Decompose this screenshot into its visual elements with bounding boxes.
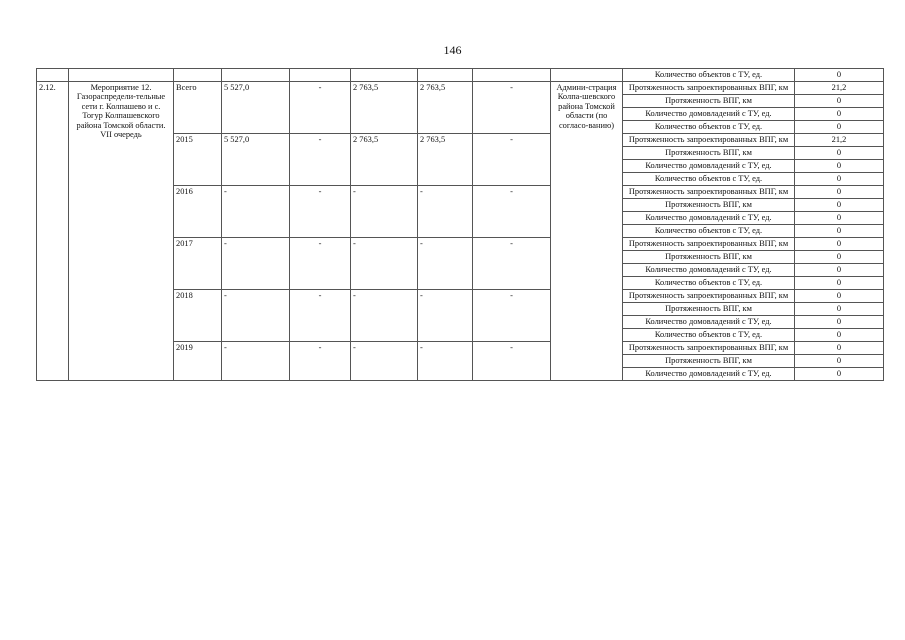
other-amount: - [473, 134, 551, 186]
regional-amount: - [351, 186, 418, 238]
indicator-value: 0 [795, 108, 884, 121]
indicator-name: Количество домовладений с ТУ, ед. [623, 368, 795, 381]
municipal-amount: - [418, 342, 473, 381]
total-amount: - [222, 186, 290, 238]
regional-amount: - [351, 238, 418, 290]
measure-name: Мероприятие 12. Газораспредели-тельные сети г. Колпашево и с. Тогур Колпашевского района Томской области. VII очередь [69, 82, 174, 381]
regional-amount: - [351, 342, 418, 381]
federal-amount: - [290, 238, 351, 290]
indicator-value: 0 [795, 251, 884, 264]
indicator-name: Количество домовладений с ТУ, ед. [623, 160, 795, 173]
regional-amount: 2 763,5 [351, 134, 418, 186]
indicator-value: 0 [795, 355, 884, 368]
indicator-value: 0 [795, 290, 884, 303]
federal-amount: - [290, 186, 351, 238]
indicator-value: 0 [795, 264, 884, 277]
indicator-name: Протяженность ВПГ, км [623, 303, 795, 316]
indicator-value: 0 [795, 95, 884, 108]
year-label: 2019 [174, 342, 222, 381]
cell-empty [351, 69, 418, 82]
federal-amount: - [290, 134, 351, 186]
indicator-value: 0 [795, 238, 884, 251]
cell-empty [551, 69, 623, 82]
cell-empty [174, 69, 222, 82]
cell-empty [222, 69, 290, 82]
indicator-name: Количество объектов с ТУ, ед. [623, 329, 795, 342]
indicator-name: Количество объектов с ТУ, ед. [623, 277, 795, 290]
cell-empty [290, 69, 351, 82]
indicator-name: Количество домовладений с ТУ, ед. [623, 108, 795, 121]
cell-empty [69, 69, 174, 82]
other-amount: - [473, 82, 551, 134]
indicator-name: Протяженность ВПГ, км [623, 199, 795, 212]
table-row-continuation [37, 69, 884, 82]
cell-empty [418, 69, 473, 82]
indicator-value: 0 [795, 160, 884, 173]
indicator-value: 0 [795, 212, 884, 225]
indicator-name: Количество домовладений с ТУ, ед. [623, 264, 795, 277]
indicator-name: Количество объектов с ТУ, ед. [623, 69, 795, 82]
indicator-value: 0 [795, 368, 884, 381]
indicator-value: 0 [795, 186, 884, 199]
indicator-value: 0 [795, 69, 884, 82]
indicator-value: 0 [795, 147, 884, 160]
indicator-name: Протяженность запроектированных ВПГ, км [623, 82, 795, 95]
cell-empty [37, 69, 69, 82]
municipal-amount: 2 763,5 [418, 134, 473, 186]
indicator-name: Количество объектов с ТУ, ед. [623, 173, 795, 186]
indicator-name: Протяженность ВПГ, км [623, 251, 795, 264]
program-table [36, 68, 884, 381]
indicator-name: Протяженность ВПГ, км [623, 355, 795, 368]
indicator-name: Протяженность запроектированных ВПГ, км [623, 342, 795, 355]
indicator-value: 0 [795, 342, 884, 355]
other-amount: - [473, 238, 551, 290]
indicator-name: Протяженность запроектированных ВПГ, км [623, 290, 795, 303]
municipal-amount: - [418, 186, 473, 238]
regional-amount: - [351, 290, 418, 342]
indicator-name: Количество домовладений с ТУ, ед. [623, 316, 795, 329]
indicator-name: Протяженность ВПГ, км [623, 95, 795, 108]
municipal-amount: 2 763,5 [418, 82, 473, 134]
indicator-value: 0 [795, 277, 884, 290]
indicator-name: Количество домовладений с ТУ, ед. [623, 212, 795, 225]
total-amount: 5 527,0 [222, 82, 290, 134]
federal-amount: - [290, 342, 351, 381]
indicator-name: Протяженность запроектированных ВПГ, км [623, 134, 795, 147]
measure-number: 2.12. [37, 82, 69, 381]
year-label: 2018 [174, 290, 222, 342]
federal-amount: - [290, 290, 351, 342]
indicator-value: 0 [795, 316, 884, 329]
indicator-value: 0 [795, 225, 884, 238]
table-body [37, 69, 884, 381]
year-label: Всего [174, 82, 222, 134]
municipal-amount: - [418, 290, 473, 342]
regional-amount: 2 763,5 [351, 82, 418, 134]
indicator-value: 0 [795, 173, 884, 186]
indicator-value: 0 [795, 199, 884, 212]
other-amount: - [473, 290, 551, 342]
indicator-name: Протяженность ВПГ, км [623, 147, 795, 160]
indicator-value: 21,2 [795, 82, 884, 95]
year-label: 2017 [174, 238, 222, 290]
indicator-value: 0 [795, 329, 884, 342]
year-label: 2015 [174, 134, 222, 186]
year-label: 2016 [174, 186, 222, 238]
federal-amount: - [290, 82, 351, 134]
total-amount: 5 527,0 [222, 134, 290, 186]
total-amount: - [222, 238, 290, 290]
other-amount: - [473, 342, 551, 381]
indicator-name: Количество объектов с ТУ, ед. [623, 225, 795, 238]
indicator-name: Количество объектов с ТУ, ед. [623, 121, 795, 134]
municipal-amount: - [418, 238, 473, 290]
other-amount: - [473, 186, 551, 238]
indicator-value: 0 [795, 303, 884, 316]
executor: Админи-страция Колпа-шевского района Томской области (по согласо-ванию) [551, 82, 623, 381]
table-row [37, 82, 884, 95]
cell-empty [473, 69, 551, 82]
total-amount: - [222, 342, 290, 381]
indicator-name: Протяженность запроектированных ВПГ, км [623, 238, 795, 251]
indicator-value: 21,2 [795, 134, 884, 147]
page-number: 146 [443, 43, 462, 57]
indicator-name: Протяженность запроектированных ВПГ, км [623, 186, 795, 199]
indicator-value: 0 [795, 121, 884, 134]
total-amount: - [222, 290, 290, 342]
